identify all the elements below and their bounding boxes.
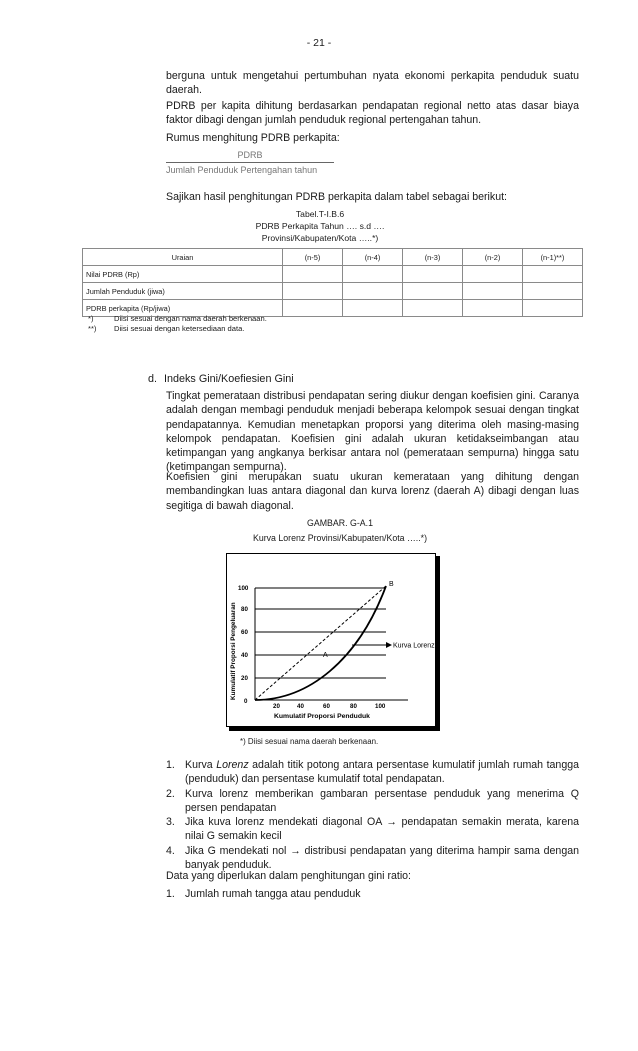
section-d-label: d. [148, 373, 158, 385]
table-cell [523, 300, 583, 317]
section-d-heading [148, 373, 294, 385]
figure-shadow-bottom [229, 727, 438, 731]
note-marker: **) [88, 324, 97, 333]
pdrb-table [82, 248, 583, 317]
section-d-title: Indeks Gini/Koefiesien Gini [164, 373, 294, 385]
table-caption [160, 209, 480, 244]
data-requirements-list [166, 887, 579, 901]
data-intro: Data yang diperlukan dalam penghitungan gini ratio: [166, 870, 412, 882]
formula-denominator: Jumlah Penduduk Pertengahan tahun [166, 165, 318, 175]
list-item-number: 3. [166, 816, 175, 829]
lorenz-curve-figure [226, 553, 440, 733]
x-tick-label: 20 [273, 703, 280, 710]
table-cell: Jumlah Penduduk (jiwa) [83, 283, 283, 300]
table-cell [523, 266, 583, 283]
y-tick-label: 40 [241, 652, 248, 659]
figure-note: *) Diisi sesuai nama daerah berkenaan. [240, 737, 379, 746]
list-item-number: 2. [166, 787, 175, 800]
list-item-text: adalah titik potong antara persentase kumulatif jumlah rumah tangga (penduduk) dan persentase kumulatif total pendapatan. [185, 759, 580, 786]
formula-numerator: PDRB [237, 150, 263, 160]
x-axis-title: Kumulatif Proporsi Penduduk [274, 713, 370, 720]
table-caption-line1: Tabel.T-I.B.6 [295, 209, 345, 219]
y-tick-label: 100 [238, 585, 249, 592]
list-item-text: Jika G mendekati nol → distribusi pendapatan yang diterima hampir sama dengan banyak penduduk. [185, 844, 579, 872]
list-item-number: 4. [166, 844, 175, 857]
table-header-cell: (n-5) [283, 249, 343, 266]
area-a-label: A [323, 652, 328, 659]
table-cell [463, 266, 523, 283]
table-cell [463, 283, 523, 300]
intro-paragraph-2: PDRB per kapita dihitung berdasarkan pendapatan regional netto atas dasar biaya faktor dibagi dengan jumlah penduduk regional pertengahan tahun. [166, 100, 579, 127]
list-item-text: Jika kuva lorenz mendekati diagonal OA → pendapatan semakin merata, karena nilai G semakin kecil [185, 816, 579, 843]
y-tick-label: 20 [241, 675, 248, 682]
note-text: Diisi sesuai dengan nama daerah berkenaan. [114, 314, 267, 323]
table-header-cell: (n-4) [343, 249, 403, 266]
x-tick-label: 40 [297, 703, 304, 710]
x-tick-label: 100 [375, 703, 386, 710]
table-header-cell: (n-1)**) [523, 249, 583, 266]
y-tick-label: 0 [244, 698, 248, 705]
formula-fraction-bar [166, 162, 334, 163]
table-header-cell: (n-3) [403, 249, 463, 266]
table-cell [343, 283, 403, 300]
table-header-row [83, 249, 583, 266]
point-b-label: B [389, 581, 394, 588]
figure-title: GAMBAR. G-A.1 [307, 518, 373, 528]
list-item [166, 758, 579, 787]
y-tick-label: 80 [241, 606, 248, 613]
table-caption-line3: Provinsi/Kabupaten/Kota …..*) [261, 232, 379, 243]
table-cell [283, 266, 343, 283]
list-item-emphasis: Lorenz [216, 759, 249, 771]
table-cell [523, 283, 583, 300]
figure-subtitle: Kurva Lorenz Provinsi/Kabupaten/Kota …..*) [252, 533, 428, 543]
section-d-paragraph-1: Tingkat pemerataan distribusi pendapatan sering diukur dengan koefisien gini. Caranya adalah dengan membagi penduduk menjadi beberapa kelompok sesuai dengan tingkat pendapatannya. Kemudian menetapkan proporsi yang diterima oleh masing-masing kelompok pendapatan. Koefisien gini adalah ukuran ketidakseimbangan atau ketimpangan yang angkanya berkisar antara nol (pemerataan sempurna) hingga satu (ketimpangan sempurna). [166, 390, 579, 474]
table-row [83, 266, 583, 283]
table-notes [88, 314, 488, 334]
lorenz-explanation-list [166, 758, 579, 872]
list-item [166, 787, 579, 816]
y-axis-title: Kumulatif Proporsi Pengeluaran [230, 602, 237, 700]
table-row [83, 283, 583, 300]
page-number: - 21 - [306, 37, 332, 49]
list-item [166, 815, 579, 844]
list-item-text: Jumlah rumah tangga atau penduduk [185, 888, 361, 900]
x-tick-label: 80 [350, 703, 357, 710]
note-text: Diisi sesuai dengan ketersediaan data. [114, 324, 245, 333]
table-cell [403, 266, 463, 283]
table-cell: PDRB perkapita (Rp/jiwa) [83, 300, 283, 317]
table-cell [283, 283, 343, 300]
table-cell: Nilai PDRB (Rp) [83, 266, 283, 283]
curve-label: Kurva Lorenz [393, 642, 435, 650]
list-item [166, 887, 579, 901]
y-tick-label: 60 [241, 629, 248, 636]
pdrb-table-wrapper [82, 248, 582, 317]
list-item-text: Kurva [185, 759, 217, 771]
formula [166, 150, 336, 180]
list-item-text: Kurva lorenz memberikan gambaran persentase penduduk yang menerima Q persen pendapatan [185, 787, 579, 814]
table-cell [403, 283, 463, 300]
section-d-paragraph-2: Koefisien gini merupakan suatu ukuran kemerataan yang dihitung dengan membandingkan luas antara diagonal dan kurva lorenz (daerah A) dibagi dengan luas segitiga di bawah diagonal. [166, 471, 579, 512]
table-caption-line2: PDRB Perkapita Tahun …. s.d …. [255, 220, 385, 231]
x-tick-label: 60 [323, 703, 330, 710]
intro-paragraph-1: berguna untuk mengetahui pertumbuhan nyata ekonomi perkapita penduduk suatu daerah. [166, 70, 579, 97]
list-item-number: 1. [166, 888, 175, 900]
figure-shadow-right [436, 556, 440, 731]
list-item-number: 1. [166, 759, 175, 771]
table-intro: Sajikan hasil penghitungan PDRB perkapita dalam tabel sebagai berikut: [166, 191, 507, 203]
table-note [88, 324, 488, 334]
table-cell [343, 266, 403, 283]
note-marker: *) [88, 314, 94, 323]
table-header-cell: (n-2) [463, 249, 523, 266]
table-note [88, 314, 488, 324]
intro-paragraph-3: Rumus menghitung PDRB perkapita: [166, 132, 340, 144]
table-header-cell: Uraian [83, 249, 283, 266]
